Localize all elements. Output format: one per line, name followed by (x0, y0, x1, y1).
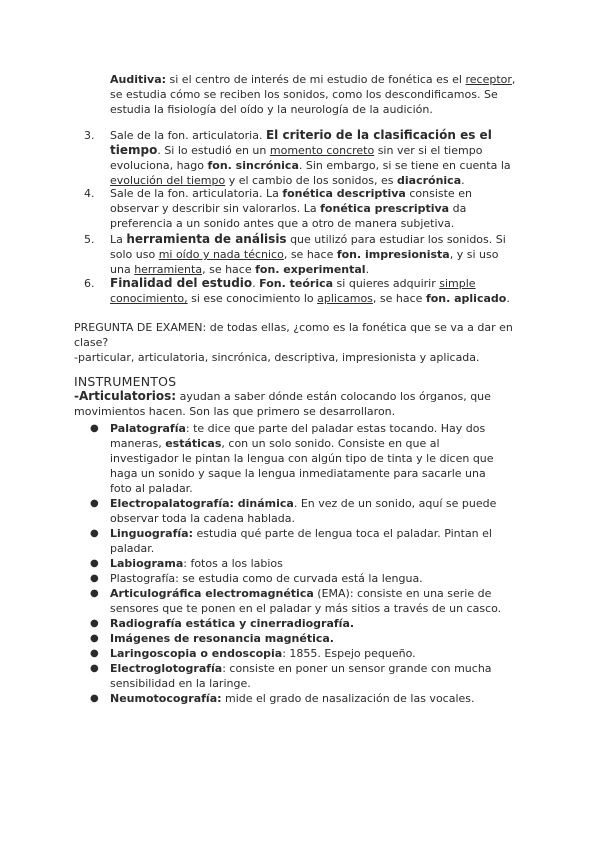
item-bold: El criterio de la clasificación es el tiempo (110, 128, 492, 157)
list-item-bold: Radiografía estática y cinerradiografía. (110, 617, 355, 630)
articulatorios-label: -Articulatorios: (74, 389, 177, 403)
item-bold: Fon. teórica (259, 277, 334, 290)
item-number: 4. (84, 187, 95, 200)
list-item (0, 616, 505, 631)
item-bold: fonética prescriptiva (320, 202, 450, 215)
list-item-bold: Electropalatografía: dinámica (110, 497, 294, 510)
auditiva-text-2: , se estudia cómo se reciben los sonidos, como los descondificamos. Se estudia la fisiología del oído y la neurología de la audición. (110, 73, 516, 116)
auditiva-label: Auditiva: (110, 73, 167, 86)
item-text: . (365, 263, 370, 276)
list-item-text: : 1855. Espejo pequeño. (282, 647, 416, 660)
exam-block (0, 320, 600, 365)
bullet-icon: ● (90, 423, 99, 434)
bullet-icon: ● (90, 648, 99, 659)
item-bold: herramienta de análisis (126, 232, 287, 246)
list-item (0, 691, 505, 706)
list-item (0, 526, 505, 556)
bullet-icon: ● (90, 663, 99, 674)
item-text: , se hace (283, 248, 337, 261)
item-underline: aplicamos (317, 292, 373, 305)
item-text: que utilizó para estudiar los sonidos. Si solo uso (110, 233, 506, 261)
list-item (0, 646, 505, 661)
list-item (0, 661, 505, 691)
articulatorios-paragraph (0, 389, 514, 419)
list-item-bold: Palatografía (110, 422, 186, 435)
list-item-text: : te dice que parte del paladar estas tocando. Hay dos maneras, (110, 422, 486, 450)
auditiva-block (0, 72, 600, 117)
item-text: , se hace (372, 292, 426, 305)
list-item (0, 496, 505, 526)
item-text: . (252, 277, 260, 290)
articulatorios-text: ayudan a saber dónde están colocando los órganos, que movimientos hacen. Son las que primero se desarrollaron. (74, 390, 491, 418)
item-text: . Sin embargo, si se tiene en cuenta la (298, 159, 511, 172)
bullet-icon: ● (90, 498, 99, 509)
item-number: 5. (84, 233, 95, 246)
item-text: y el cambio de los sonidos, es (225, 174, 397, 187)
item-text: sin ver si el tiempo evoluciona, hago (110, 144, 483, 172)
item-bold: fonética descriptiva (282, 187, 406, 200)
item-bold: fon. aplicado (425, 292, 507, 305)
item-text: . Si lo estudió en un (157, 144, 270, 157)
bullet-icon: ● (90, 588, 99, 599)
numbered-item-3 (0, 128, 600, 188)
item-3-paragraph (0, 128, 520, 188)
auditiva-underline-receptor: receptor (465, 73, 512, 86)
list-item-text: Plastografía: se estudia como de curvada está la lengua. (110, 572, 423, 585)
item-text: da preferencia a un sonido antes que a otro de manera subjetiva. (110, 202, 467, 230)
list-item-text: : consiste en poner un sensor grande con mucha sensibilidad en la laringe. (110, 662, 492, 690)
item-underline: momento concreto (269, 144, 375, 157)
bullet-icon: ● (90, 573, 99, 584)
item-4-paragraph (0, 186, 520, 231)
list-item-bold: estáticas (165, 437, 222, 450)
bullet-icon: ● (90, 618, 99, 629)
list-item-text: estudia qué parte de lengua toca el paladar. Pintan el paladar. (110, 527, 492, 555)
item-bold: diacrónica (397, 174, 462, 187)
item-text: consiste en observar y describir sin valorarlos. La (110, 187, 472, 215)
auditiva-text-1: si el centro de interés de mi estudio de fonética es el (166, 73, 466, 86)
auditiva-paragraph (0, 72, 520, 117)
bullet-icon: ● (90, 693, 99, 704)
numbered-item-4 (0, 186, 600, 231)
item-underline: herramienta (134, 263, 203, 276)
item-underline: evolución del tiempo (110, 174, 226, 187)
list-item-text: (EMA): consiste en una serie de sensores que te ponen en el paladar y más sitios a través de un casco. (110, 587, 502, 615)
list-item (0, 571, 505, 586)
numbered-item-5 (0, 232, 600, 277)
list-item-bold: Labiograma (110, 557, 184, 570)
exam-answer: -particular, articulatoria, sincrónica, descriptiva, impresionista y aplicada. (74, 351, 480, 364)
item-text: La (110, 233, 127, 246)
item-text: Sale de la fon. articulatoria. (110, 129, 266, 142)
bullet-icon: ● (90, 558, 99, 569)
item-bold: fon. experimental (255, 263, 366, 276)
numbered-item-6 (0, 276, 600, 306)
item-bold: Finalidad del estudio (110, 276, 253, 290)
item-underline: simple conocimiento, (110, 277, 476, 305)
list-item (0, 586, 505, 616)
item-6-paragraph (0, 276, 520, 306)
list-item (0, 421, 505, 496)
item-text: Sale de la fon. articulatoria. La (110, 187, 283, 200)
list-item (0, 556, 505, 571)
item-text: . (461, 174, 465, 187)
list-item-bold: Imágenes de resonancia magnética. (110, 632, 334, 645)
list-item-text: , con un solo sonido. Consiste en que al investigador le pintan la lengua con algún tipo de tinta y le dicen que haga un sonido y saque la lengua inmediatamente para sacarle una foto al paladar. (110, 437, 494, 495)
item-underline: mi oído y nada técnico (158, 248, 284, 261)
list-item-bold: Neumotocografía: (110, 692, 222, 705)
list-item-bold: Articulográfica electromagnética (110, 587, 314, 600)
list-item-text: mide el grado de nasalización de las vocales. (221, 692, 475, 705)
item-text: . (506, 292, 510, 305)
item-text: si ese conocimiento lo (187, 292, 318, 305)
list-item-bold: Linguografía: (110, 527, 193, 540)
item-bold: fon. sincrónica (207, 159, 299, 172)
bullet-icon: ● (90, 528, 99, 539)
instrument-list (0, 421, 600, 706)
instrumentos-section (0, 374, 600, 706)
item-bold: fon. impresionista (336, 248, 450, 261)
item-number: 6. (84, 277, 95, 290)
list-item (0, 631, 505, 646)
item-5-paragraph (0, 232, 520, 277)
list-item-bold: Laringoscopia o endoscopia (110, 647, 283, 660)
list-item-text: : fotos a los labios (183, 557, 283, 570)
item-number: 3. (84, 129, 95, 142)
exam-question: PREGUNTA DE EXAMEN: de todas ellas, ¿como es la fonética que se va a dar en clase? (74, 321, 513, 349)
item-text: , se hace (202, 263, 256, 276)
item-text: si quieres adquirir (333, 277, 440, 290)
list-item-bold: Electroglotografía (110, 662, 223, 675)
bullet-icon: ● (90, 633, 99, 644)
section-title: INSTRUMENTOS (74, 374, 177, 389)
item-text: , y si uso una (110, 248, 499, 276)
list-item-text: . En vez de un sonido, aquí se puede observar toda la cadena hablada. (110, 497, 497, 525)
